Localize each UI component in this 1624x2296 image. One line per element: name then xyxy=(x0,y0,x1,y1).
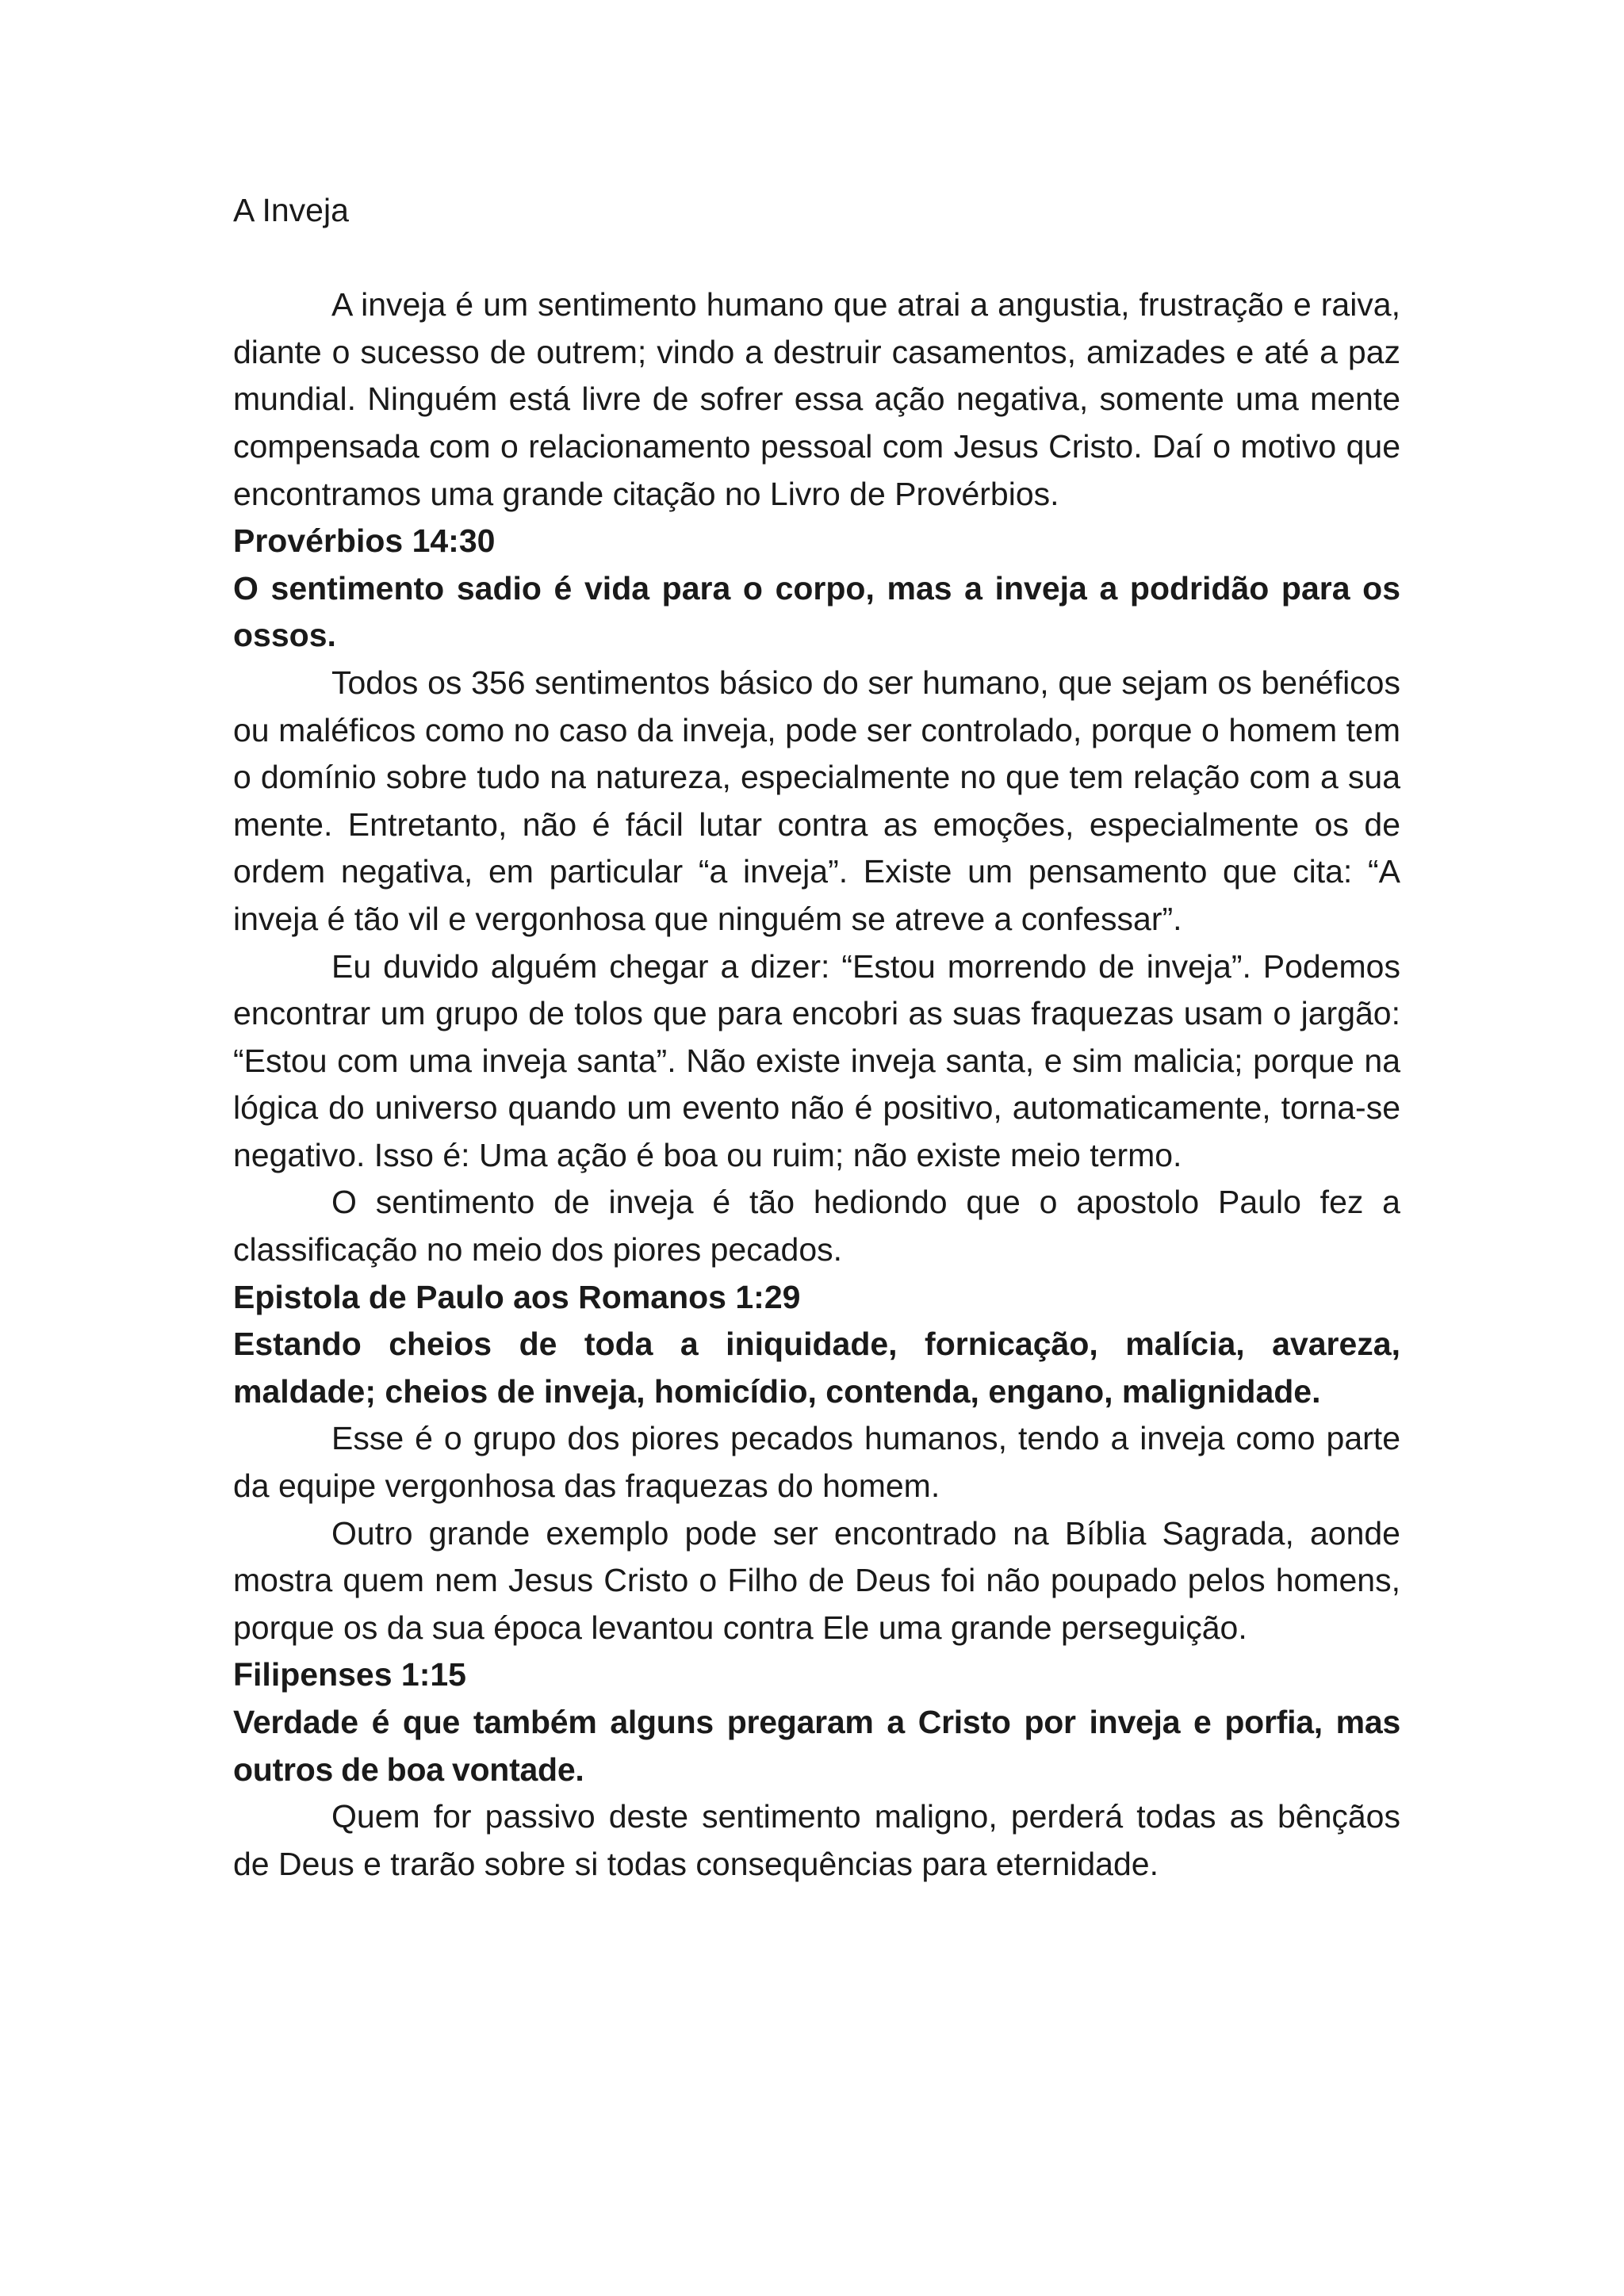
paragraph: Quem for passivo deste sentimento maligno, perderá todas as bênçãos de Deus e trarão sobre si todas consequências para eternidade. xyxy=(233,1798,1400,1882)
document-title: A Inveja xyxy=(233,192,349,228)
document-body xyxy=(233,187,1400,1888)
scripture-quote: O sentimento sadio é vida para o corpo, mas a inveja a podridão para os ossos. xyxy=(233,569,1400,654)
paragraph: Todos os 356 sentimentos básico do ser humano, que sejam os benéficos ou maléficos como no caso da inveja, pode ser controlado, porque o homem tem o domínio sobre tudo na natureza, especialmente no que tem relação com a sua mente. Entretanto, não é fácil lutar contra as emoções, especialmente os de ordem negativa, em particular “a inveja”. Existe um pensamento que cita: “A inveja é tão vil e vergonhosa que ninguém se atreve a confessar”. xyxy=(233,664,1400,937)
scripture-quote: Verdade é que também alguns pregaram a Cristo por inveja e porfia, mas outros de boa vontade. xyxy=(233,1704,1400,1788)
paragraph: Eu duvido alguém chegar a dizer: “Estou morrendo de inveja”. Podemos encontrar um grupo de tolos que para encobri as suas fraquezas usam o jargão: “Estou com uma inveja santa”. Não existe inveja santa, e sim malicia; porque na lógica do universo quando um evento não é positivo, automaticamente, torna-se negativo. Isso é: Uma ação é boa ou ruim; não existe meio termo. xyxy=(233,947,1400,1173)
paragraph: O sentimento de inveja é tão hediondo que o apostolo Paulo fez a classificação no meio dos piores pecados. xyxy=(233,1184,1400,1269)
scripture-quote: Estando cheios de toda a iniquidade, fornicação, malícia, avareza, maldade; cheios de inveja, homicídio, contenda, engano, malignidade. xyxy=(233,1326,1400,1410)
scripture-reference: Provérbios 14:30 xyxy=(233,522,496,560)
paragraph: A inveja é um sentimento humano que atrai a angustia, frustração e raiva, diante o sucesso de outrem; vindo a destruir casamentos, amizades e até a paz mundial. Ninguém está livre de sofrer essa ação negativa, somente uma mente compensada com o relacionamento pessoal com Jesus Cristo. Daí o motivo que encontramos uma grande citação no Livro de Provérbios. xyxy=(233,286,1400,512)
paragraph: Esse é o grupo dos piores pecados humanos, tendo a inveja como parte da equipe vergonhosa das fraquezas do homem. xyxy=(233,1420,1400,1505)
scripture-reference: Filipenses 1:15 xyxy=(233,1656,466,1693)
scripture-reference: Epistola de Paulo aos Romanos 1:29 xyxy=(233,1278,801,1315)
paragraph: Outro grande exemplo pode ser encontrado na Bíblia Sagrada, aonde mostra quem nem Jesus Cristo o Filho de Deus foi não poupado pelos homens, porque os da sua época levantou contra Ele uma grande perseguição. xyxy=(233,1514,1400,1646)
